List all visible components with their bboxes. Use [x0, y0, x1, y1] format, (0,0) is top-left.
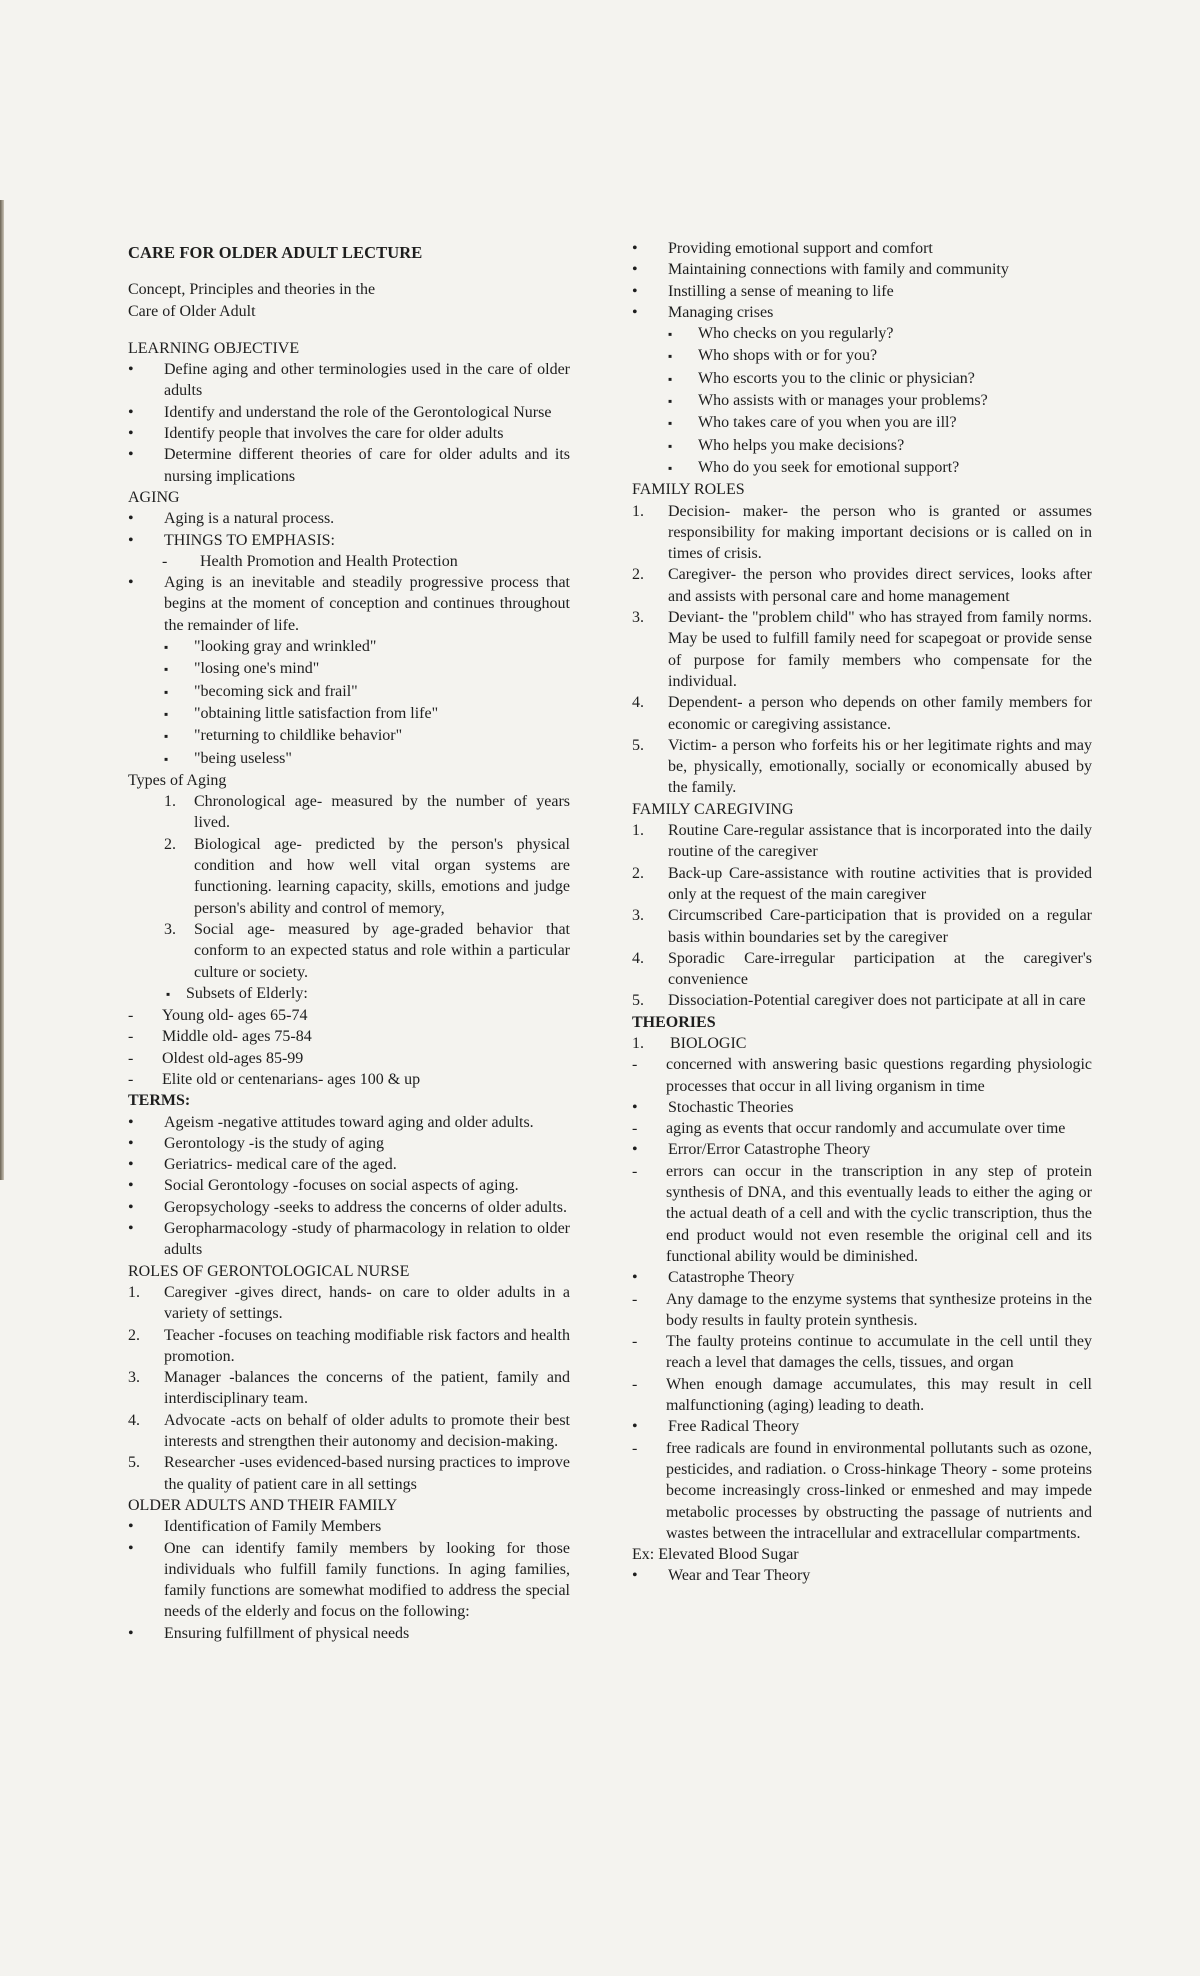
list-item: 1. Decision- maker- the person who is granted or assumes responsibility for making important decisions or is called on in times of crisis.: [632, 502, 1092, 563]
list-item: 5. Victim- a person who forfeits his or her legitimate rights and may be, physically, emotionally, socially or economically abused by the family.: [632, 736, 1092, 797]
bullet-icon: [128, 1175, 164, 1196]
list-item: 5. Dissociation-Potential caregiver does not participate at all in care: [632, 992, 1086, 1010]
list-item: • Aging is a natural process.: [128, 508, 570, 529]
list-item: • Identify people that involves the care for older adults: [128, 423, 570, 444]
list-item: ▪ "obtaining little satisfaction from life": [128, 703, 570, 725]
square-bullet-icon: [632, 457, 698, 479]
right-column: [632, 238, 1092, 1587]
family-heading: OLDER ADULTS AND THEIR FAMILY: [128, 1496, 398, 1514]
list-item: • Error/Error Catastrophe Theory: [632, 1139, 1092, 1160]
square-bullet-icon: [632, 368, 698, 390]
list-item: ▪ Who assists with or manages your problems?: [632, 390, 1092, 412]
dash-marker: [128, 1026, 162, 1047]
list-item: 3. Deviant- the "problem child" who has strayed from family norms. May be used to fulfill family need for scapegoat or provide sense of purpose for family members who compensate for the individual.: [632, 609, 1092, 690]
list-item: 2. Teacher -focuses on teaching modifiable risk factors and health promotion.: [128, 1326, 570, 1365]
bullet-icon: [128, 1133, 164, 1154]
dash-marker: [128, 1048, 162, 1069]
bullet-icon: [128, 572, 164, 593]
dash-marker: [632, 1161, 666, 1182]
square-bullet-icon: [128, 748, 194, 770]
dash-marker: [632, 1054, 666, 1075]
list-item: • Maintaining connections with family and community: [632, 259, 1092, 280]
bullet-icon: [632, 238, 668, 259]
bullet-icon: [128, 508, 164, 529]
list-item: ▪ Who checks on you regularly?: [632, 323, 1092, 345]
list-item: • Managing crises: [632, 302, 1092, 323]
document-subtitle-line-1: Concept, Principles and theories in the: [128, 281, 376, 299]
list-item: • Gerontology -is the study of aging: [128, 1133, 570, 1154]
list-item: 1. BIOLOGIC: [632, 1034, 747, 1052]
bullet-icon: [128, 402, 164, 423]
dash-marker: [632, 1331, 666, 1352]
list-item: - aging as events that occur randomly and accumulate over time: [632, 1118, 1092, 1139]
list-item: ▪ Who escorts you to the clinic or physician?: [632, 368, 1092, 390]
bullet-icon: [632, 1267, 668, 1288]
list-item: • Social Gerontology -focuses on social aspects of aging.: [128, 1175, 570, 1196]
list-item: ▪ "becoming sick and frail": [128, 681, 570, 703]
dash-marker: [632, 1289, 666, 1310]
list-item: • Instilling a sense of meaning to life: [632, 281, 1092, 302]
list-item: ▪ Who shops with or for you?: [632, 345, 1092, 367]
bullet-icon: [128, 423, 164, 444]
square-bullet-icon: [128, 725, 194, 747]
list-item: 1. Caregiver -gives direct, hands- on care to older adults in a variety of settings.: [128, 1283, 570, 1323]
square-bullet-icon: [632, 390, 698, 412]
list-item: - When enough damage accumulates, this may result in cell malfunctioning (aging) leading to death.: [632, 1374, 1092, 1417]
roles-heading: ROLES OF GERONTOLOGICAL NURSE: [128, 1262, 410, 1280]
square-bullet-icon: [128, 636, 194, 658]
list-item: 4. Advocate -acts on behalf of older adults to promote their best interests and strengthen their autonomy and decision-making.: [128, 1411, 570, 1451]
list-item: • Ageism -negative attitudes toward aging and older adults.: [128, 1112, 570, 1133]
list-item: • Geropsychology -seeks to address the concerns of older adults.: [128, 1197, 570, 1218]
list-item: ▪ "being useless": [128, 748, 570, 770]
list-item: • Stochastic Theories: [632, 1097, 1092, 1118]
list-item: • Determine different theories of care for older adults and its nursing implications: [128, 444, 570, 487]
list-item: - free radicals are found in environmental pollutants such as ozone, pesticides, and radiation. o Cross-hinkage Theory - some proteins become increasingly cross-linked or enmeshed and may impede metabolic processes by obstructing the passage of nutrients and wastes between the intracellular and extracellular compartments.: [632, 1438, 1092, 1544]
left-column: [128, 242, 570, 1644]
bullet-icon: [128, 1623, 164, 1644]
list-item: • Aging is an inevitable and steadily progressive process that begins at the moment of conception and continues throughout the remainder of life.: [128, 572, 570, 636]
bullet-icon: [128, 1538, 164, 1559]
list-item: - Any damage to the enzyme systems that synthesize proteins in the body results in faulty protein synthesis.: [632, 1289, 1092, 1332]
family-caregiving-heading: FAMILY CAREGIVING: [632, 800, 794, 818]
bullet-icon: [128, 1516, 164, 1537]
example-line: Ex: Elevated Blood Sugar: [632, 1546, 799, 1564]
list-item: • Catastrophe Theory: [632, 1267, 1092, 1288]
list-item: • Geropharmacology -study of pharmacology in relation to older adults: [128, 1218, 570, 1261]
list-item: - errors can occur in the transcription in any step of protein synthesis of DNA, and this eventually leads to either the aging or the actual death of a cell and with the cyclic transcription, thus the end product would not even resemble the original cell and its functional ability would be diminished.: [632, 1161, 1092, 1267]
bullet-icon: [128, 444, 164, 465]
bullet-icon: [128, 1218, 164, 1239]
list-item: - concerned with answering basic questions regarding physiologic processes that occur in all living organism in time: [632, 1054, 1092, 1097]
list-item: - Elite old or centenarians- ages 100 & up: [128, 1069, 570, 1090]
bullet-icon: [632, 302, 668, 323]
list-item: 5. Researcher -uses evidenced-based nursing practices to improve the quality of patient care in all settings: [128, 1454, 570, 1493]
list-item: - Oldest old-ages 85-99: [128, 1048, 570, 1069]
page-edge-shadow: [0, 200, 4, 1180]
list-item: 2. Biological age- predicted by the person's physical condition and how well vital organ systems are functioning. learning capacity, skills, emotions and judge person's ability and control of memory,: [164, 835, 570, 917]
square-bullet-icon: [128, 983, 186, 1005]
bullet-icon: [632, 259, 668, 280]
bullet-icon: [632, 1565, 668, 1586]
list-item: ▪ Who do you seek for emotional support?: [632, 457, 1092, 479]
square-bullet-icon: [632, 345, 698, 367]
list-item: - Health Promotion and Health Protection: [128, 551, 570, 572]
bullet-icon: [128, 1197, 164, 1218]
list-item: ▪ "looking gray and wrinkled": [128, 636, 570, 658]
bullet-icon: [632, 1416, 668, 1437]
bullet-icon: [632, 281, 668, 302]
list-item: ▪ Subsets of Elderly:: [128, 983, 570, 1005]
list-item: • Identify and understand the role of the Gerontological Nurse: [128, 402, 570, 423]
dash-marker: [632, 1118, 666, 1139]
list-item: • One can identify family members by looking for those individuals who fulfill family functions. In aging families, family functions are somewhat modified to address the special needs of the elderly and focus on the following:: [128, 1538, 570, 1623]
list-item: - Middle old- ages 75-84: [128, 1026, 570, 1047]
list-item: • Geriatrics- medical care of the aged.: [128, 1154, 570, 1175]
list-item: - The faulty proteins continue to accumulate in the cell until they reach a level that damages the cells, tissues, and organ: [632, 1331, 1092, 1374]
types-of-aging-heading: Types of Aging: [128, 771, 227, 789]
dash-marker: [128, 1005, 162, 1026]
list-item: • Free Radical Theory: [632, 1416, 1092, 1437]
square-bullet-icon: [632, 323, 698, 345]
list-item: 4. Sporadic Care-irregular participation at the caregiver's convenience: [632, 949, 1092, 989]
square-bullet-icon: [128, 703, 194, 725]
list-item: • Wear and Tear Theory: [632, 1565, 1092, 1586]
list-item: 3. Circumscribed Care-participation that is provided on a regular basis within boundaries set by the caregiver: [632, 907, 1092, 946]
square-bullet-icon: [128, 681, 194, 703]
document-subtitle-line-2: Care of Older Adult: [128, 302, 256, 320]
list-item: ▪ Who helps you make decisions?: [632, 435, 1092, 457]
square-bullet-icon: [632, 412, 698, 434]
list-item: 3. Manager -balances the concerns of the patient, family and interdisciplinary team.: [128, 1369, 570, 1408]
theories-heading: THEORIES: [632, 1013, 716, 1031]
list-item: • Providing emotional support and comfort: [632, 238, 1092, 259]
list-item: 4. Dependent- a person who depends on other family members for economic or caregiving assistance.: [632, 694, 1092, 733]
list-item: 2. Caregiver- the person who provides direct services, looks after and assists with personal care and home management: [632, 566, 1092, 605]
list-item: • Ensuring fulfillment of physical needs: [128, 1623, 570, 1644]
list-item: • Define aging and other terminologies used in the care of older adults: [128, 359, 570, 402]
list-item: • Identification of Family Members: [128, 1516, 570, 1537]
learning-objective-heading: LEARNING OBJECTIVE: [128, 339, 300, 357]
dash-marker: [632, 1374, 666, 1395]
square-bullet-icon: [128, 658, 194, 680]
square-bullet-icon: [632, 435, 698, 457]
list-item: 1. Routine Care-regular assistance that is incorporated into the daily routine of the caregiver: [632, 822, 1092, 861]
aging-heading: AGING: [128, 488, 180, 506]
list-item: ▪ "returning to childlike behavior": [128, 725, 570, 747]
list-item: ▪ Who takes care of you when you are ill?: [632, 412, 1092, 434]
bullet-icon: [632, 1139, 668, 1160]
list-item: ▪ "losing one's mind": [128, 658, 570, 680]
family-roles-heading: FAMILY ROLES: [632, 481, 745, 499]
dash-marker: [128, 1069, 162, 1090]
list-item: 1. Chronological age- measured by the number of years lived.: [164, 793, 570, 832]
bullet-icon: [128, 1154, 164, 1175]
bullet-icon: [128, 359, 164, 380]
list-item: • THINGS TO EMPHASIS:: [128, 530, 570, 551]
bullet-icon: [632, 1097, 668, 1118]
dash-marker: [632, 1438, 666, 1459]
list-item: - Young old- ages 65-74: [128, 1005, 570, 1026]
bullet-icon: [128, 1112, 164, 1133]
terms-heading: TERMS:: [128, 1092, 191, 1110]
document-title: CARE FOR OLDER ADULT LECTURE: [128, 243, 423, 262]
dash-marker: [128, 551, 200, 572]
list-item: 2. Back-up Care-assistance with routine activities that is provided only at the request of the main caregiver: [632, 864, 1092, 903]
list-item: 3. Social age- measured by age-graded behavior that conform to an expected status and role within a particular culture or society.: [164, 920, 570, 981]
bullet-icon: [128, 530, 164, 551]
